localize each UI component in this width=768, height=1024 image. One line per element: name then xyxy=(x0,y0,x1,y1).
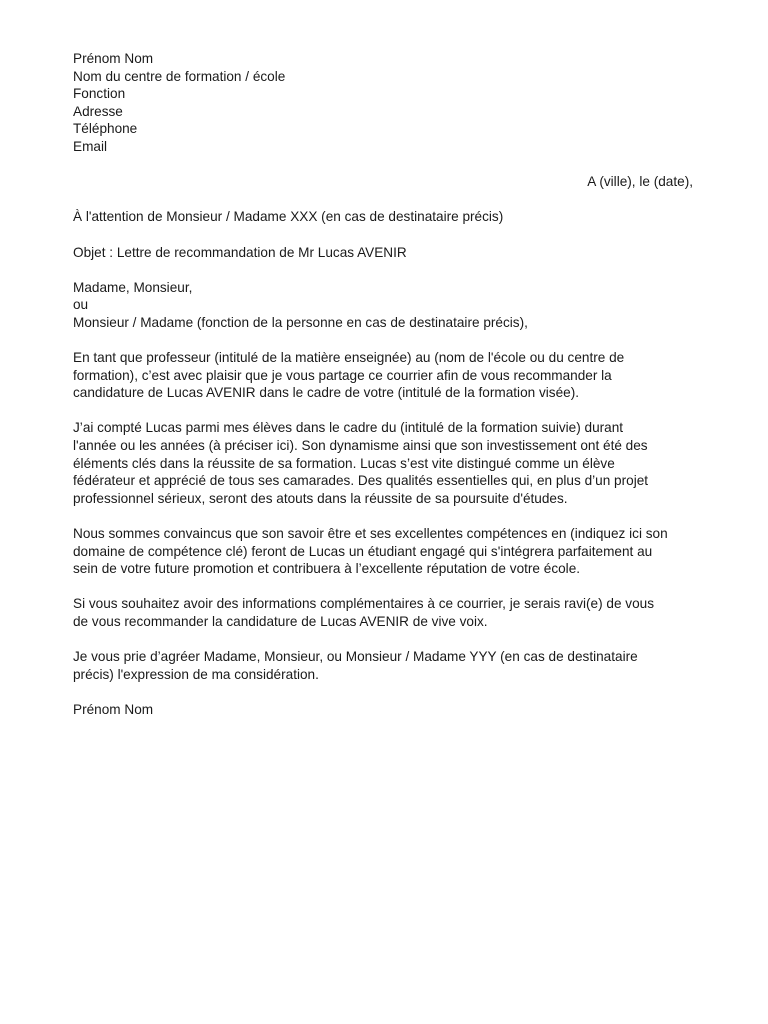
salutation-line-2: ou xyxy=(73,297,89,313)
subject-line: Objet : Lettre de recommandation de Mr Lucas AVENIR xyxy=(73,244,407,260)
sender-name: Prénom Nom xyxy=(73,51,154,66)
signature: Prénom Nom xyxy=(73,701,154,717)
attention-line: À l'attention de Monsieur / Madame XXX (en cas de destinataire précis) xyxy=(73,209,504,225)
salutation-block xyxy=(73,279,693,332)
body-paragraph: En tant que professeur (intitulé de la matière enseignée) au (nom de l'école ou du centre de formation), c’est avec plaisir que je vous partage ce courrier afin de vous recommander la candidature de Lucas AVENIR dans le cadre de votre (intitulé de la formation visée). xyxy=(73,350,625,401)
body-paragraph: Nous sommes convaincus que son savoir être et ses excellentes compétences en (indiquez ici son domaine de compétence clé) feront de Lucas un étudiant engagé qui s'intégrera parfaitement au sein de votre future promotion et contribuera à l’excellente réputation de votre école. xyxy=(73,526,668,577)
sender-email: Email xyxy=(73,138,107,154)
salutation-line-1: Madame, Monsieur, xyxy=(73,279,193,295)
sender-block xyxy=(73,50,693,156)
sender-phone: Téléphone xyxy=(73,121,138,137)
body-paragraph: Si vous souhaitez avoir des informations complémentaires à ce courrier, je serais ravi(e) de vous de vous recommander la candidature de Lucas AVENIR de vive voix. xyxy=(73,596,655,629)
sender-address: Adresse xyxy=(73,103,123,119)
salutation-line-3: Monsieur / Madame (fonction de la personne en cas de destinataire précis), xyxy=(73,314,528,330)
place-date: A (ville), le (date), xyxy=(587,174,693,190)
body-paragraph: J’ai compté Lucas parmi mes élèves dans le cadre du (intitulé de la formation suivie) durant l'année ou les années (à préciser ici). Son dynamisme ainsi que son investissement ont été des éléments clés dans la réussite de sa formation. Lucas s’est vite distingué comme un élève fédérateur et apprécié de tous ses camarades. Des qualités essentielles qui, en plus d’un projet professionnel sérieux, seront des atouts dans la réussite de sa poursuite d'études. xyxy=(73,420,649,506)
sender-position: Fonction xyxy=(73,86,126,102)
closing-paragraph: Je vous prie d’agréer Madame, Monsieur, ou Monsieur / Madame YYY (en cas de destinataire précis) l'expression de ma considération. xyxy=(73,649,638,682)
sender-organization: Nom du centre de formation / école xyxy=(73,68,286,84)
